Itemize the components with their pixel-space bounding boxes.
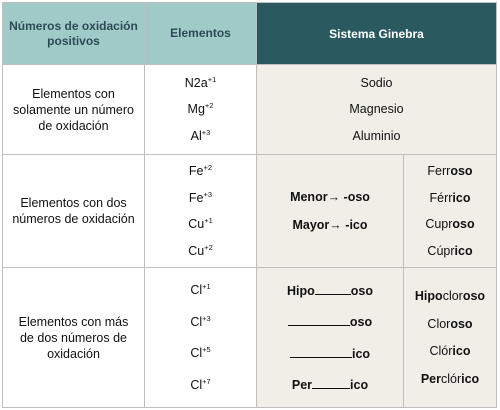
category-one-number: Elementos con solamente un número de oxidación [3,65,145,155]
element-symbol: $Cl^{+3}$ [190,313,211,329]
element-symbol: $Cl^{+5}$ [190,345,211,361]
example-name: Cúprico [427,244,473,259]
element-name: Aluminio [352,129,401,144]
element-symbol: $Cl^{+7}$ [190,376,211,392]
category-two-numbers: Elementos con dos números de oxidación [3,155,145,268]
element-symbol: $Cl^{+1}$ [190,282,211,298]
example-name: Hipocloroso [414,289,486,304]
rules-cell [257,155,404,268]
example-name: Perclórico [420,371,480,386]
example-name: Ferroso [427,163,473,178]
element-symbol: $Fe^{+3}$ [188,189,213,205]
header-elements: Elementos [145,3,257,65]
row-two-oxidation [3,155,497,268]
element-name: Magnesio [349,102,404,117]
examples-cell [404,268,497,408]
pattern: Hipo oso [286,283,373,298]
row-one-oxidation [3,65,497,155]
header-row [3,3,497,65]
rule-higher: Mayor→ -ico [292,218,368,232]
element-symbol: $Cu^{+2}$ [188,242,213,259]
element-symbol: $Al^{+3}$ [190,127,211,144]
elements-cell [145,268,257,408]
pattern: oso [288,314,372,329]
example-name: Cloroso [427,316,473,331]
element-symbol: $Cu^{+1}$ [188,216,213,232]
header-geneva-system: Sistema Ginebra [257,3,497,65]
pattern: Per ico [291,378,369,393]
oxidation-table [2,2,497,408]
element-symbol: $N2a^{+1}$ [184,74,217,90]
element-symbol: $Mg^{+2}$ [187,101,214,117]
element-name: Sodio [360,75,393,90]
example-name: Clórico [429,344,471,359]
row-more-oxidation [3,268,497,408]
element-symbol: $Fe^{+2}$ [188,162,213,178]
patterns-cell [257,268,404,408]
pattern: ico [290,346,370,361]
examples-cell [404,155,497,268]
example-name: Cuproso [425,217,475,232]
elements-cell [145,65,257,155]
rule-lower: Menor→ -oso [290,190,370,204]
header-oxidation-numbers: Números de oxidación positivos [3,3,145,65]
elements-cell [145,155,257,268]
category-more-numbers: Elementos con más de dos números de oxidación [3,268,145,408]
names-cell [257,65,497,155]
example-name: Férrico [429,190,471,205]
